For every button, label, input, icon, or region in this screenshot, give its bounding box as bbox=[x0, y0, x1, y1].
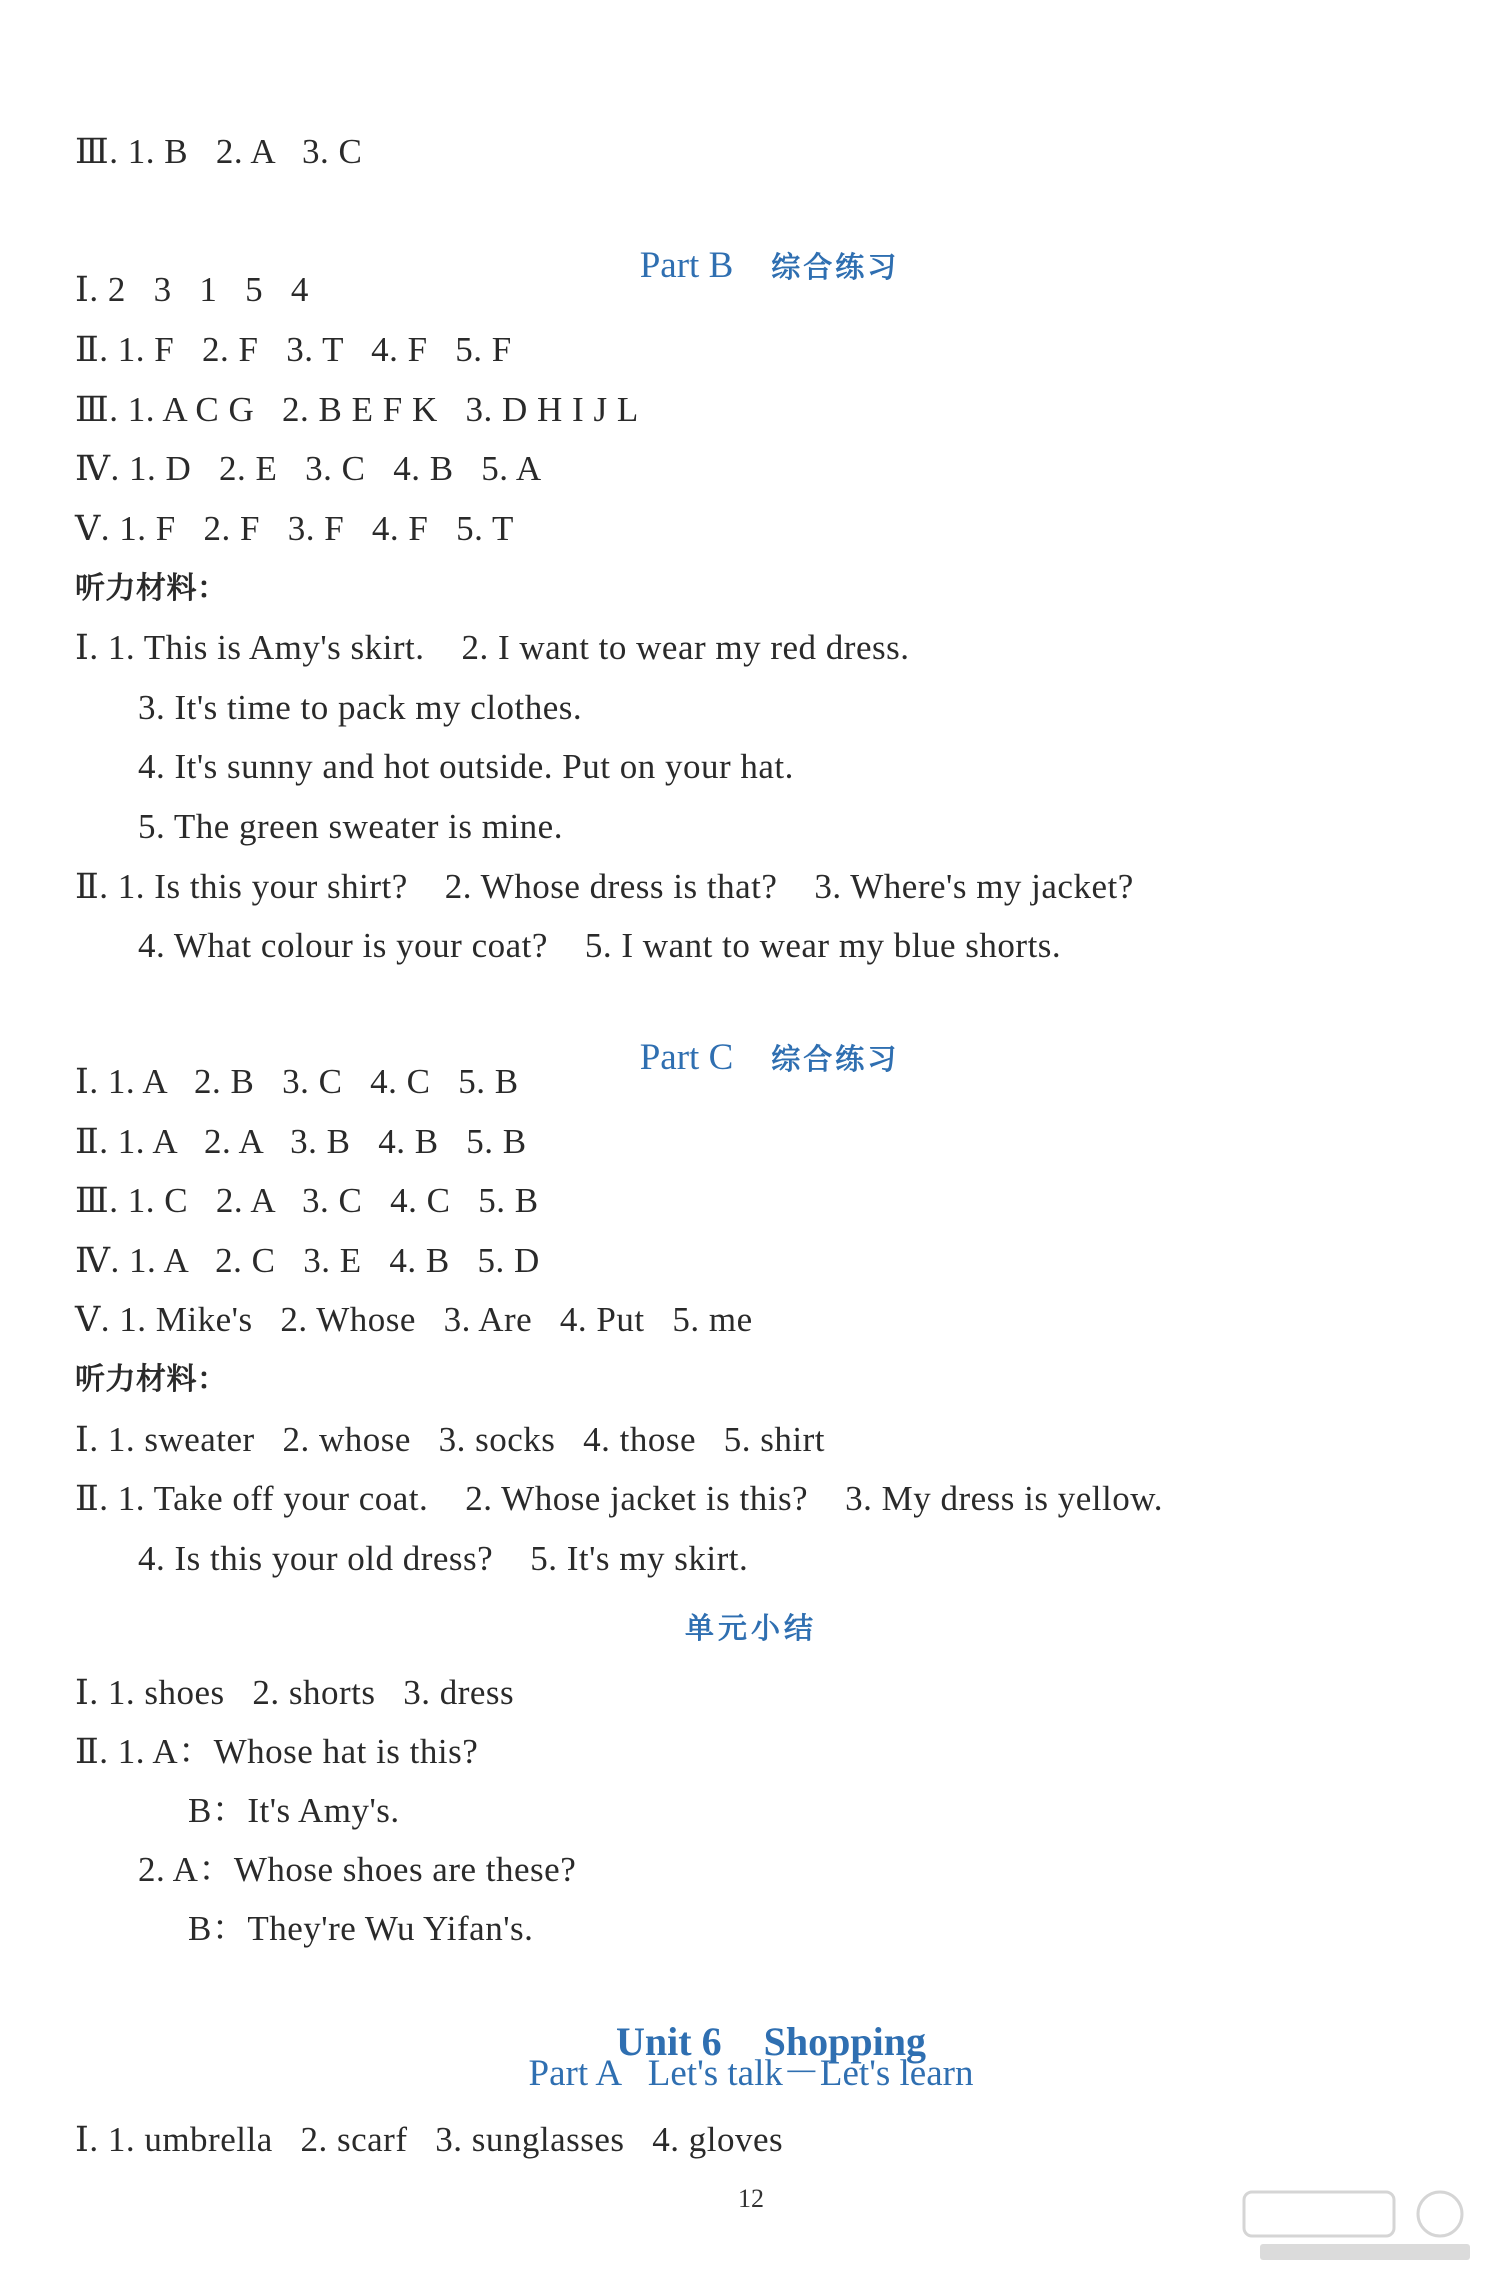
answer-line: Ⅰ. 1. This is Amy's skirt. 2. I want to wear my red dress. bbox=[75, 628, 910, 667]
answer-line: Ⅰ. 2 3 1 5 4 bbox=[75, 270, 309, 309]
answer-line: 5. The green sweater is mine. bbox=[138, 807, 563, 846]
unit-title: Shopping bbox=[763, 2019, 926, 2064]
listening-material-label: 听力材料： bbox=[75, 1362, 228, 1397]
answer-line: Ⅰ. 1. sweater 2. whose 3. socks 4. those 5. shirt bbox=[75, 1420, 826, 1459]
heading-zh: 综合练习 bbox=[771, 250, 900, 284]
answer-line: Ⅰ. 1. shoes 2. shorts 3. dress bbox=[75, 1673, 515, 1712]
answer-line: Ⅴ. 1. Mike's 2. Whose 3. Are 4. Put 5. me bbox=[75, 1300, 753, 1339]
answer-line: 4. Is this your old dress? 5. It's my skirt. bbox=[138, 1539, 749, 1578]
answer-line: 4. What colour is your coat? 5. I want to wear my blue shorts. bbox=[138, 926, 1062, 965]
answer-line: Ⅰ. 1. A 2. B 3. C 4. C 5. B bbox=[75, 1062, 519, 1101]
answer-line: Ⅱ. 1. Is this your shirt? 2. Whose dress is that? 3. Where's my jacket? bbox=[75, 867, 1134, 906]
heading-zh: 综合练习 bbox=[771, 1042, 900, 1076]
answer-line: Ⅱ. 1. F 2. F 3. T 4. F 5. F bbox=[75, 330, 512, 369]
answer-line: 2. A：Whose shoes are these? bbox=[138, 1850, 577, 1889]
answer-line: Ⅱ. 1. A 2. A 3. B 4. B 5. B bbox=[75, 1122, 527, 1161]
answer-line: Ⅱ. 1. Take off your coat. 2. Whose jacket is this? 3. My dress is yellow. bbox=[75, 1479, 1163, 1518]
listening-material-label: 听力材料： bbox=[75, 571, 228, 606]
answer-line: Ⅴ. 1. F 2. F 3. F 4. F 5. T bbox=[75, 509, 514, 548]
answer-line: 3. It's time to pack my clothes. bbox=[138, 688, 583, 727]
section-heading-summary: 单元小结 bbox=[684, 1611, 817, 1645]
unit-number: Unit 6 bbox=[616, 2019, 722, 2064]
answer-line: Ⅲ. 1. B 2. A 3. C bbox=[75, 132, 363, 171]
heading-en: Part B bbox=[639, 245, 734, 286]
section-heading-part-a: Part A Let's talk－Let's learn bbox=[528, 2053, 974, 2094]
answer-line: Ⅰ. 1. umbrella 2. scarf 3. sunglasses 4. gloves bbox=[75, 2120, 784, 2159]
watermark-logo-icon bbox=[1240, 2186, 1490, 2266]
section-heading-part-c bbox=[0, 992, 1502, 1125]
page-number: 12 bbox=[738, 2184, 764, 2213]
heading-en: Part C bbox=[639, 1037, 734, 1078]
answer-line: Ⅲ. 1. C 2. A 3. C 4. C 5. B bbox=[75, 1181, 539, 1220]
answer-line: Ⅳ. 1. A 2. C 3. E 4. B 5. D bbox=[75, 1241, 540, 1280]
answer-line: B：They're Wu Yifan's. bbox=[188, 1909, 534, 1948]
answer-line: 4. It's sunny and hot outside. Put on your hat. bbox=[138, 747, 794, 786]
answer-line: Ⅱ. 1. A：Whose hat is this? bbox=[75, 1732, 479, 1771]
answer-line: Ⅲ. 1. A C G 2. B E F K 3. D H I J L bbox=[75, 390, 639, 429]
answer-line: B：It's Amy's. bbox=[188, 1791, 400, 1830]
answer-line: Ⅳ. 1. D 2. E 3. C 4. B 5. A bbox=[75, 449, 542, 488]
section-heading-part-b bbox=[0, 200, 1502, 333]
